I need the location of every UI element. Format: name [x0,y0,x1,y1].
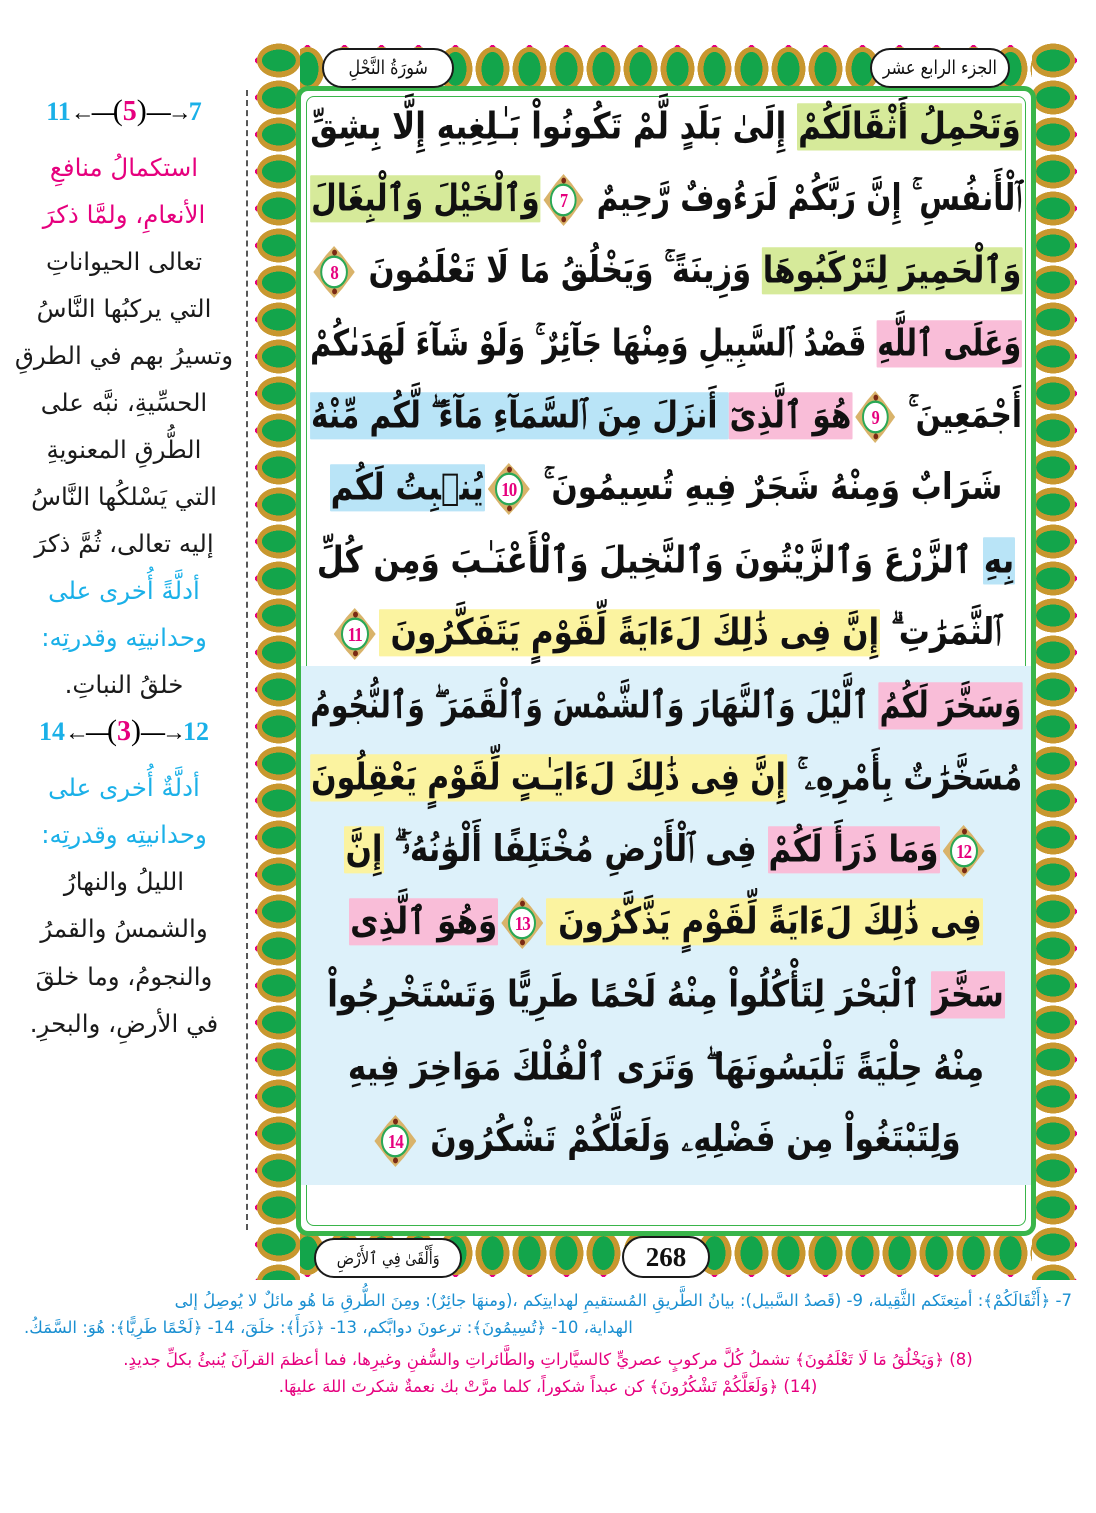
quran-line [301,670,1031,742]
ayah-marker[interactable] [313,246,354,298]
catchword-text: وَأَلْقَىٰ فِي ٱلأَرْضِ [336,1248,440,1269]
sidebar-line: استكمالُ منافعِ [49,153,199,182]
quran-line-text [310,391,1022,443]
ayah-number: 7 [559,188,567,211]
quran-line-text [327,974,1005,1017]
ayah-marker[interactable] [374,1115,416,1167]
ayah-dot-top-icon [873,394,878,400]
sidebar-line: أدلَّةٌ أُخرى على [48,773,200,803]
quran-line-text [347,1046,985,1089]
ayah-number: 8 [330,260,338,284]
quran-phrase: شَرَابٌ وَمِنْهُ شَجَرٌ فِيهِ تُسِيمُونَ ۚ [532,466,1003,509]
sidebar-line: تعالى الحيواناتِ [45,247,203,277]
quran-phrase-highlighted: وَهُوَ ٱلَّذِى [349,898,498,945]
ayah-marker[interactable] [334,608,376,660]
quran-line-text [316,539,1015,583]
sidebar-line: والنجومُ، وما خلقَ [35,961,213,991]
quran-line-text [310,756,1022,800]
page-number-text: 268 [645,1241,687,1272]
quran-line [301,163,1031,235]
ayah-marker[interactable] [543,174,583,226]
quran-phrase-highlighted: سَخَّرَ [931,972,1005,1019]
quran-phrase-highlighted: وَٱلْخَيْلَ وَٱلْبِغَالَ [310,174,541,221]
quran-line-text [344,825,987,877]
quran-phrase: أَجْمَعِينَ ۚ [897,393,1022,437]
juz-title-text: الجزء الرابع عشر [882,57,998,79]
quran-phrase-highlighted: وَسَخَّرَ لَكُمُ [878,682,1022,729]
quran-line [301,1032,1031,1104]
sidebar-commentary [0,88,252,1238]
quran-line [301,1104,1031,1176]
quran-phrase: مُسَخَّرَٰتٌ بِأَمْرِهِۦ ۚ [786,756,1022,800]
quran-line [301,308,1031,380]
quran-line-text [309,322,1022,366]
quran-phrase-highlighted: فِى ذَٰلِكَ لَءَايَةً لِّقَوْمٍ يَذَّكَّرُونَ [546,898,983,945]
nav-mid-left-number[interactable]: 14 [39,717,65,747]
quran-phrase-highlighted: بِهِ [983,537,1015,584]
sidebar-line: وحدانيتِه وقدرتِه: [41,623,207,653]
ayah-dot-bottom-icon [873,433,878,439]
ayah-dot-bottom-icon [332,288,337,294]
quran-line-text [349,898,983,950]
ayah-marker[interactable] [943,825,985,877]
surah-title-cartouche [322,48,454,88]
ayah-number: 9 [871,405,879,428]
quran-phrase: ٱلثَّمَرَٰتِ ۗ [880,610,1002,654]
ayah-marker[interactable] [488,463,530,515]
sidebar-line: وتسيرُ بهم في الطرقِ [14,341,234,371]
quran-line-text [309,684,1022,727]
quran-phrase: إِلَىٰ بَلَدٍ لَّمْ تَكُونُواْ بَـٰلِغِيهِ إِلَّا بِشِقِّ [310,105,798,148]
quran-phrase-highlighted: هُوَ ٱلَّذِىٓ [729,391,853,438]
sidebar-line: أدلَّةً أُخرى على [48,576,200,606]
footnotes-block [24,1288,1072,1401]
quran-phrase-highlighted: إِنَّ فِى ذَٰلِكَ لَءَايَـٰتٍ لِّقَوْمٍ يَعْقِلُونَ [310,755,787,802]
nav-mid-center-number: 3 [117,716,131,748]
sidebar-block-one [10,144,238,708]
sidebar-line: الليلُ والنهارُ [63,867,185,897]
quran-phrase-highlighted: وَمَا ذَرَأَ لَكُمْ [768,826,940,873]
quran-line [301,598,1031,670]
quran-line-text [310,246,1022,298]
mushaf-text-area [301,91,1031,1231]
quran-line [301,525,1031,597]
surah-title-text: سُورَةُ النَّحْلِ [348,57,428,79]
quran-line [301,960,1031,1032]
quran-line-text [330,463,1003,515]
quran-phrase-highlighted: إِنَّ [344,826,383,873]
ayah-marker[interactable] [855,391,895,443]
quran-phrase-highlighted: وَعَلَى ٱللَّهِ [876,320,1022,367]
ayah-number: 10 [501,477,517,501]
sidebar-line: التي يَسْلكُها النَّاسُ [31,482,217,512]
quran-phrase-highlighted: يُنۢبِتُ لَكُم [330,464,485,511]
ayah-dot-bottom-icon [353,650,358,656]
frame-border-left [252,42,300,1280]
frame-border-right [1032,42,1080,1280]
quran-line-text [371,1115,960,1167]
quran-phrase: ٱلزَّرْعَ وَٱلزَّيْتُونَ وَٱلنَّخِيلَ وَٱلْأَعْنَـٰبَ وَمِن كُلِّ [316,539,983,583]
ayah-dot-top-icon [393,1118,398,1124]
ayah-number: 12 [956,839,972,863]
ayah-marker[interactable] [501,898,543,950]
footnote-line: الهداية، 10- ﴿تُسِيمُونَ﴾: ترعونَ دوابَّكم، 13- ﴿ذَرَأَ﴾: خلَقَ، 14- ﴿لَحْمًا طَرِيًّا﴾: هُوَ: السَّمَكُ. [24,1317,633,1337]
quran-line [301,453,1031,525]
quran-phrase: وَزِينَةً ۚ وَيَخْلُقُ مَا لَا تَعْلَمُونَ [357,248,762,292]
ayah-number: 14 [387,1129,403,1152]
sidebar-line: الطُّرقِ المعنويةِ [46,435,202,465]
quran-phrase: فِى ٱلْأَرْضِ مُخْتَلِفًا أَلْوَٰنُهُۥٓ ۗ [383,828,768,871]
footnote-line: 7- ﴿أَثْقَالَكُمْ﴾: أمتِعتَكم الثَّقِيلة، 9- (قَصدُ السَّبيل): بيانُ الطَّريقِ المُستقيمِ لهدايتِكم ،(ومنهَا جائِرٌ): ومِنَ الطُّرقِ مَا هُو مائلٌ لا يُوصِلُ إلى [174,1291,1072,1310]
quran-line [301,743,1031,815]
quran-line [301,236,1031,308]
footnote-line: (14) ﴿وَلَعَلَّكُمْ تَشْكُرُونَ﴾ كن عبداً شكوراً، كلما مرَّتْ بك نعمةٌ شكرتَ اللهَ عليهَا. [278,1377,818,1397]
ornamental-frame [252,42,1080,1280]
quran-line [301,815,1031,887]
nav-mid-right-number[interactable]: 12 [183,717,209,747]
sidebar-nav-mid: 14←—(3)—→12 [39,714,209,748]
ayah-number: 13 [514,912,530,935]
sidebar-line: الحسِّيةِ، نبَّه على [40,388,208,418]
quran-phrase: قَصْدُ ٱلسَّبِيلِ وَمِنْهَا جَآئِرٌ ۚ وَلَوْ شَآءَ لَهَدَىٰكُمْ [309,322,877,366]
ayah-number: 11 [347,622,362,646]
quran-phrase: ٱلْبَحْرَ لِتَأْكُلُواْ مِنْهُ لَحْمًا طَرِيًّا وَتَسْتَخْرِجُواْ [327,974,931,1017]
sidebar-line: الأنعامِ، ولمَّا ذكرَ [42,200,206,230]
quran-line [301,887,1031,959]
sidebar-line: في الأرضِ، والبحرِ. [29,1008,219,1038]
nav-top-left-number[interactable]: 11 [46,97,71,126]
sidebar-line: إليه تعالى، ثُمَّ ذكرَ [34,529,214,559]
quran-phrase: مِنْهُ حِلْيَةً تَلْبَسُونَهَا ۖ وَتَرَى ٱلْفُلْكَ مَوَاخِرَ فِيهِ [347,1046,985,1089]
quran-line-text [310,174,1022,226]
catchword-cartouche [314,1238,462,1278]
sidebar-nav-top: 11←—(5)—→7 [46,94,202,127]
sidebar-line: خلقُ النباتِ. [64,670,184,700]
quran-phrase-highlighted: وَٱلْحَمِيرَ لِتَرْكَبُوهَا [761,247,1022,294]
sidebar-block-two [10,764,238,1046]
nav-top-center-number: 5 [122,96,137,127]
footnote-line: (8) ﴿وَيَخْلُقُ مَا لَا تَعْلَمُونَ﴾ تشملُ كُلَّ مركوبٍ عصريٍّ كالسيَّاراتِ والطَّائراتِ والسُّفنِ وغيرِها، فما أعظمَ القرآنَ يُنبئُ بكلِّ جديدٍ. [123,1350,973,1370]
ayah-dot-top-icon [561,177,566,183]
quran-phrase-highlighted: إِنَّ فِى ذَٰلِكَ لَءَايَةً لِّقَوْمٍ يَتَفَكَّرُونَ [379,609,880,656]
ayah-dot-bottom-icon [561,216,566,222]
juz-title-cartouche [870,48,1010,88]
quran-phrase: ٱلْأَنفُسِ ۚ إِنَّ رَبَّكُمْ لَرَءُوفٌ رَّحِيمٌ [586,176,1022,220]
ayah-dot-bottom-icon [393,1157,398,1163]
sidebar-divider [246,90,248,1230]
quran-line-text [331,608,1002,660]
quran-line [301,91,1031,163]
quran-phrase-highlighted: أَنزَلَ مِنَ ٱلسَّمَآءِ مَآءً ۖ لَّكُم مِّنْهُ [310,391,729,438]
sidebar-line: والشمسُ والقمرُ [40,914,208,944]
quran-phrase: ٱلَّيْلَ وَٱلنَّهَارَ وَٱلشَّمْسَ وَٱلْقَمَرَ ۖ وَٱلنُّجُومُ [309,684,879,727]
quran-line-text [310,105,1022,148]
sidebar-line: وحدانيتِه وقدرتِه: [41,820,207,850]
quran-phrase-highlighted: وَتَحْمِلُ أَثْقَالَكُمْ [797,103,1022,150]
nav-top-right-number[interactable]: 7 [188,97,202,126]
sidebar-line: التي يركبُها النَّاسُ [36,294,212,324]
quran-phrase: وَلِتَبْتَغُواْ مِن فَضْلِهِۦ وَلَعَلَّكُمْ تَشْكُرُونَ [419,1117,961,1161]
quran-line [301,381,1031,453]
page-number-cartouche [622,1236,710,1278]
